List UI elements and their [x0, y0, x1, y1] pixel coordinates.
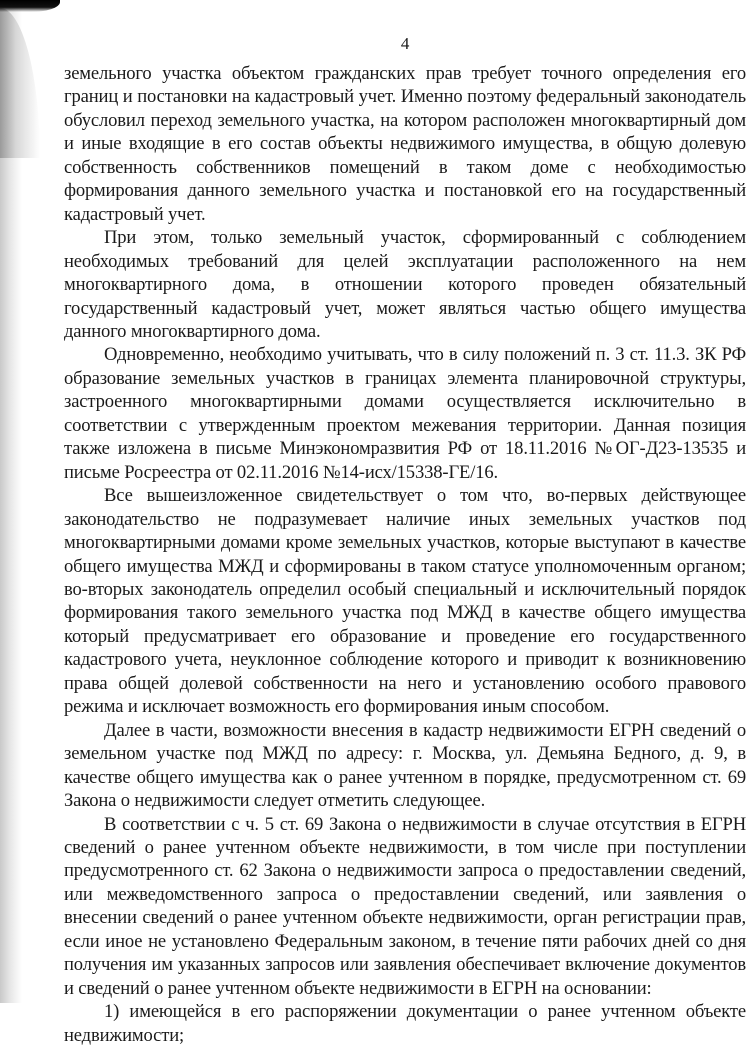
paragraph-list-item-1: 1) имеющейся в его распоряжении документации о ранее учтенном объекте недвижимости; [64, 1001, 746, 1046]
paragraph-land-plot-requirements: При этом, только земельный участок, сформированный с соблюдением необходимых требований для целей эксплуатации расположенного на нем многоквартирного дома, в отношении которого проведен обязательный государственный кадастровый учет, может являться частью общего имущества данного многоквартирного дома. [64, 227, 746, 342]
paragraph-land-code-reference: Одновременно, необходимо учитывать, что в силу положений п. 3 ст. 11.3. ЗК РФ образование земельных участков в границах элемента планировочной структуры, застроенного многоквартирными домами осуществляется исключительно в соответствии с утвержденным проектом межевания территории. Данная позиция также изложена в письме Минэкономразвития РФ от 18.11.2016 №ОГ-Д23-13535 и письме Росреестра от 02.11.2016 №14-исх/15338-ГЕ/16. [64, 344, 746, 483]
paragraph-continuation: земельного участка объектом гражданских прав требует точного определения его границ и постановки на кадастровый учет. Именно поэтому федеральный законодатель обусловил переход земельного участка, на котором расположен многоквартирный дом и иные входящие в его состав объекты недвижимого имущества, в общую долевую собственность собственников помещений в таком доме с необходимостью формирования данного земельного участка и постановкой его на государственный кадастровый учет. [64, 63, 746, 225]
paragraph-address: Далее в части, возможности внесения в кадастр недвижимости ЕГРН сведений о земельном участке под МЖД по адресу: г. Москва, ул. Демьяна Бедного, д. 9, в качестве общего имущества как о ранее учтенном в порядке, предусмотренном ст. 69 Закона о недвижимости следует отметить следующее. [64, 719, 746, 812]
scan-edge-shadow-top [0, 8, 40, 158]
page-number: 4 [400, 34, 410, 53]
paragraph-article-69: В соответствии с ч. 5 ст. 69 Закона о недвижимости в случае отсутствия в ЕГРН сведений о ранее учтенном объекте недвижимости, в том числе при поступлении предусмотренного ст. 62 Закона о недвижимости запроса о предоставлении сведений, или межведомственного запроса о предоставлении сведений, или заявления о внесении сведений о ранее учтенном объекте недвижимости, орган регистрации прав, если иное не установлено Федеральным законом, в течение пяти рабочих дней со дня получения им указанных запросов или заявления обеспечивает включение документов и сведений о ранее учтенном объекте недвижимости в ЕГРН на основании: [64, 813, 746, 999]
scan-corner-shadow [0, 0, 60, 12]
document-body [64, 62, 746, 1047]
paragraph-conclusion: Все вышеизложенное свидетельствует о том что, во-первых действующее законодательство не подразумевает наличие иных земельных участков под многоквартирными домами кроме земельных участков, которые выступают в качестве общего имущества МЖД и сформированы в таком статусе уполномоченным органом; во-вторых законодатель определил особый специальный и исключительный порядок формирования такого земельного участка под МЖД в качестве общего имущества который предусматривает его образование и проведение его государственного кадастрового учета, неуклонное соблюдение которого и приводит к возникновению права общей долевой собственности на него и установлению особого правового режима и исключает возможность его формирования иным способом. [64, 485, 746, 718]
